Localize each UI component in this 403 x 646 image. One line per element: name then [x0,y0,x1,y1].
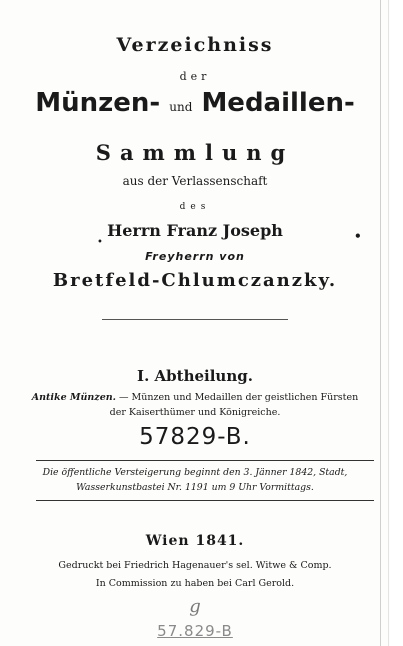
title-des: des [179,202,211,212]
library-shelfmark: 57829-B. [139,424,251,450]
title-muenzen-medaillen [0,88,390,118]
divider-rule [36,460,374,461]
imprint-commission: In Commission zu haben bei Carl Gerold. [95,578,295,589]
contents-antike: Antike Münzen. [31,392,116,403]
title-bretfeld: Bretfeld-Chlumczanzky. [52,270,338,291]
imprint-printer: Gedruckt bei Friedrich Hagenauer's sel. Witwe & Comp. [58,560,332,571]
contents-line-1 [0,392,390,403]
contents-muenzen: — Münzen und Medaillen der geistlichen Fürsten [115,392,359,403]
title-freyherrn-von: Freyherrn von [145,250,245,263]
handwritten-mark: g [189,596,201,617]
ink-speck: • [97,237,103,248]
divider-rule [102,319,288,320]
divider-rule [36,500,374,501]
title-medaillen: Medaillen- [201,88,355,118]
handwritten-shelfmark: 57.829-B [157,622,233,640]
title-und: und [169,100,193,114]
ink-speck: • [354,229,362,243]
title-verlassenschaft: aus der Verlassenschaft [122,174,268,188]
title-muenzen: Münzen- [35,88,161,118]
title-verzeichniss: Verzeichniss [116,34,274,56]
section-heading: I. Abtheilung. [137,367,253,385]
imprint-place-year: Wien 1841. [145,533,245,549]
contents-line-2: der Kaiserthümer und Königreiche. [109,407,281,418]
title-der: der [179,70,211,83]
title-sammlung: Sammlung [95,140,295,165]
title-herrn-franz-joseph: Herrn Franz Joseph [107,221,283,240]
auction-notice-2: Wasserkunstbastei Nr. 1191 um 9 Uhr Vormittags. [76,482,314,493]
auction-notice-1: Die öffentliche Versteigerung beginnt den 3. Jänner 1842, Stadt, [42,467,348,478]
